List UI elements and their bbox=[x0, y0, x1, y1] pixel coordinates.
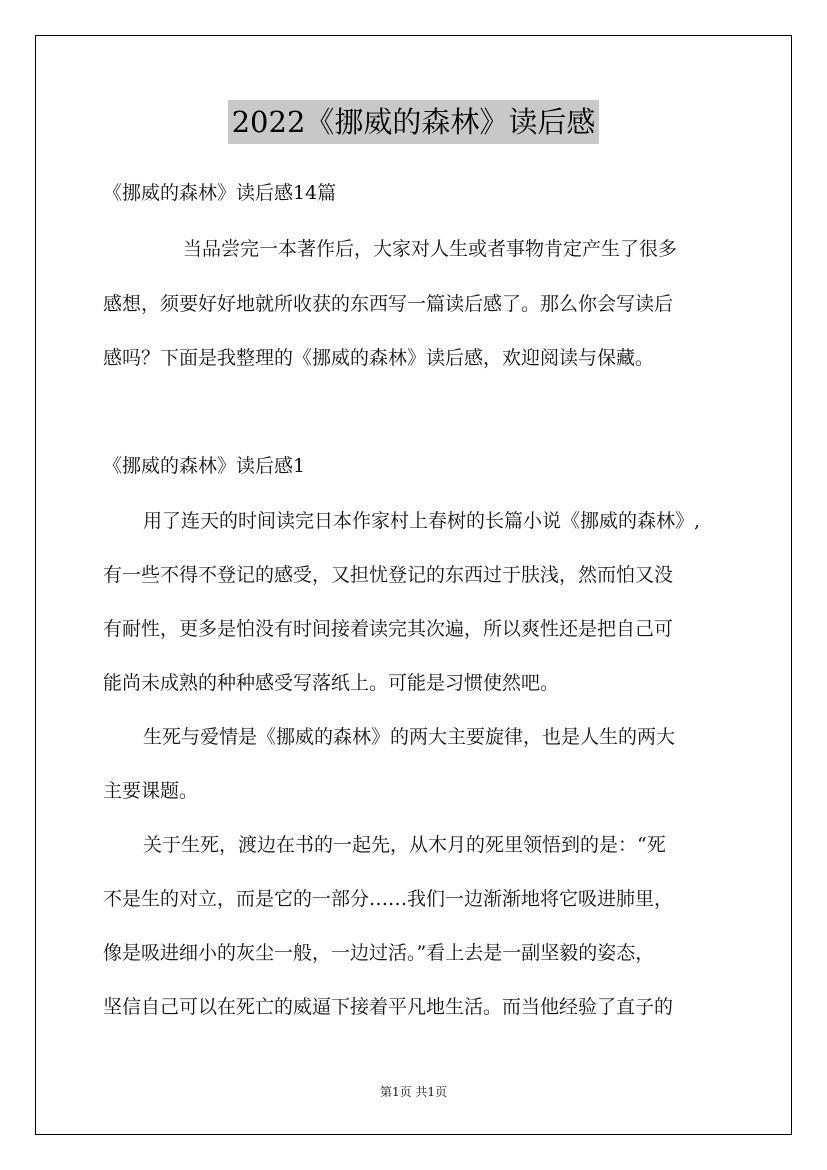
page-number: 第1页 共1页 bbox=[379, 1085, 448, 1099]
paragraph-line: 用了连天的时间读完日本作家村上春树的长篇小说《挪威的森林》, bbox=[143, 510, 701, 532]
section-heading: 《挪威的森林》读后感1 bbox=[103, 455, 306, 477]
paragraph-line: 关于生死，渡边在书的一起先，从木月的死里领悟到的是：“死 bbox=[143, 834, 666, 856]
paragraph-line: 能尚未成熟的种种感受写落纸上。可能是习惯使然吧。 bbox=[103, 672, 560, 694]
paragraph-line: 像是吸进细小的灰尘一般，一边过活。”看上去是一副坚毅的姿态， bbox=[103, 942, 655, 964]
paragraph-line: 当品尝完一本著作后，大家对人生或者事物肯定产生了很多 bbox=[183, 238, 678, 260]
paragraph-line: 感想，须要好好地就所收获的东西写一篇读后感了。那么你会写读后 bbox=[103, 293, 674, 315]
paragraph-line: 有一些不得不登记的感受，又担忧登记的东西过于肤浅，然而怕又没 bbox=[103, 564, 674, 586]
paragraph-line: 生死与爱情是《挪威的森林》的两大主要旋律，也是人生的两大 bbox=[143, 726, 676, 748]
paragraph-line: 坚信自己可以在死亡的威逼下接着平凡地生活。而当他经验了直子的 bbox=[103, 996, 674, 1018]
document-title: 2022《挪威的森林》读后感 bbox=[228, 100, 600, 144]
paragraph-line: 有耐性，更多是怕没有时间接着读完其次遍，所以爽性还是把自己可 bbox=[103, 618, 674, 640]
paragraph-line: 主要课题。 bbox=[103, 780, 199, 802]
paragraph-line: 不是生的对立，而是它的一部分……我们一边渐渐地将它吸进肺里， bbox=[103, 888, 674, 910]
paragraph-line: 感吗？下面是我整理的《挪威的森林》读后感，欢迎阅读与保藏。 bbox=[103, 347, 655, 369]
document-subtitle: 《挪威的森林》读后感14篇 bbox=[103, 182, 337, 204]
